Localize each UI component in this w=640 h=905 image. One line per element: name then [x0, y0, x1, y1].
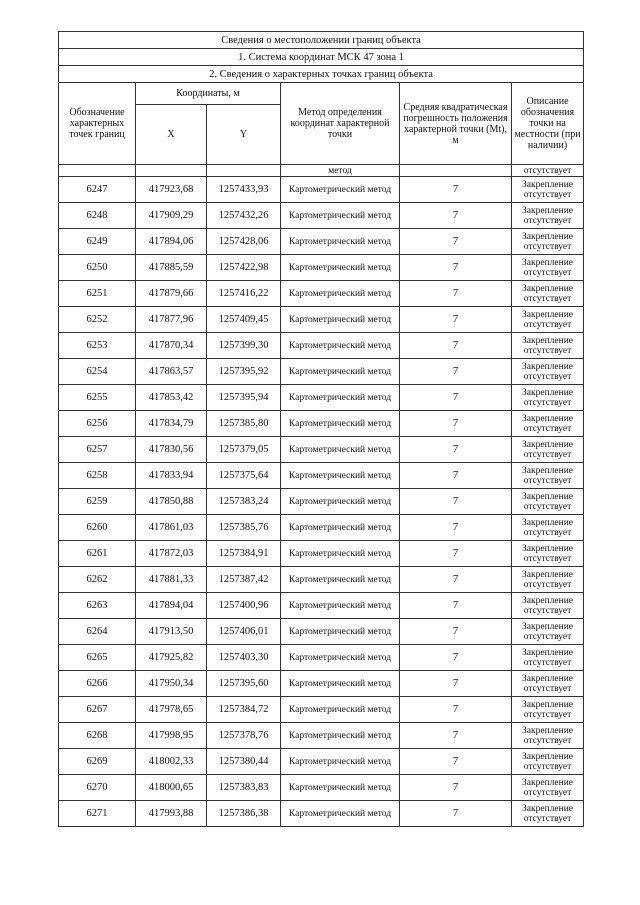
description-cell: Закрепление отсутствует [512, 645, 584, 671]
description-cell: Закрепление отсутствует [512, 203, 584, 229]
table-row [59, 801, 584, 827]
table-row [59, 203, 584, 229]
x-coordinate-cell: 417834,79 [136, 411, 207, 437]
point-id-cell: 6254 [59, 359, 136, 385]
method-cell: Картометрический метод [281, 515, 400, 541]
y-coordinate-cell: 1257403,30 [207, 645, 281, 671]
error-cell: 7 [400, 775, 512, 801]
table-row [59, 749, 584, 775]
table-row [59, 229, 584, 255]
point-id-cell: 6270 [59, 775, 136, 801]
point-id-cell: 6253 [59, 333, 136, 359]
point-id-cell: 6263 [59, 593, 136, 619]
error-cell: 7 [400, 281, 512, 307]
y-coordinate-cell: 1257378,76 [207, 723, 281, 749]
error-cell: 7 [400, 307, 512, 333]
method-cell: Картометрический метод [281, 489, 400, 515]
y-coordinate-cell: 1257416,22 [207, 281, 281, 307]
point-id-cell: 6257 [59, 437, 136, 463]
table-row [59, 671, 584, 697]
method-cell: Картометрический метод [281, 463, 400, 489]
x-coordinate-cell: 417877,96 [136, 307, 207, 333]
description-cell: Закрепление отсутствует [512, 801, 584, 827]
method-cell: Картометрический метод [281, 619, 400, 645]
x-coordinate-cell: 417830,56 [136, 437, 207, 463]
table-row [59, 515, 584, 541]
error-cell: 7 [400, 229, 512, 255]
point-id-cell: 6271 [59, 801, 136, 827]
table-body [59, 177, 584, 827]
point-id-cell: 6259 [59, 489, 136, 515]
y-coordinate-cell: 1257399,30 [207, 333, 281, 359]
method-cell: Картометрический метод [281, 177, 400, 203]
point-id-cell: 6269 [59, 749, 136, 775]
x-coordinate-cell: 417885,59 [136, 255, 207, 281]
method-cell: Картометрический метод [281, 671, 400, 697]
description-cell: Закрепление отсутствует [512, 281, 584, 307]
error-cell: 7 [400, 203, 512, 229]
points-subtitle: 2. Сведения о характерных точках границ объекта [59, 66, 584, 83]
method-cell: Картометрический метод [281, 359, 400, 385]
method-cell: Картометрический метод [281, 723, 400, 749]
description-cell: Закрепление отсутствует [512, 515, 584, 541]
x-coordinate-cell: 417872,03 [136, 541, 207, 567]
error-cell: 7 [400, 671, 512, 697]
description-cell: Закрепление отсутствует [512, 489, 584, 515]
description-cell: Закрепление отсутствует [512, 697, 584, 723]
point-id-cell: 6251 [59, 281, 136, 307]
y-coordinate-cell: 1257406,01 [207, 619, 281, 645]
y-coordinate-cell: 1257384,91 [207, 541, 281, 567]
point-id-cell: 6265 [59, 645, 136, 671]
table-row [59, 359, 584, 385]
error-cell: 7 [400, 437, 512, 463]
table-title: Сведения о местоположении границ объекта [59, 32, 584, 49]
method-cell: Картометрический метод [281, 749, 400, 775]
error-cell: 7 [400, 567, 512, 593]
y-coordinate-cell: 1257383,24 [207, 489, 281, 515]
description-cell: Закрепление отсутствует [512, 411, 584, 437]
point-id-cell: 6249 [59, 229, 136, 255]
y-coordinate-cell: 1257379,05 [207, 437, 281, 463]
table-row [59, 593, 584, 619]
description-cell: Закрепление отсутствует [512, 775, 584, 801]
table-row [59, 619, 584, 645]
point-id-cell: 6260 [59, 515, 136, 541]
header-x: X [136, 105, 207, 165]
y-coordinate-cell: 1257395,94 [207, 385, 281, 411]
error-cell: 7 [400, 359, 512, 385]
table-row [59, 307, 584, 333]
description-cell: Закрепление отсутствует [512, 749, 584, 775]
table-row [59, 775, 584, 801]
y-coordinate-cell: 1257395,92 [207, 359, 281, 385]
point-id-cell: 6248 [59, 203, 136, 229]
error-cell: 7 [400, 593, 512, 619]
x-coordinate-cell: 417879,66 [136, 281, 207, 307]
error-cell: 7 [400, 385, 512, 411]
table-row [59, 723, 584, 749]
boundary-points-table [58, 31, 584, 827]
x-coordinate-cell: 417853,42 [136, 385, 207, 411]
x-coordinate-cell: 417978,65 [136, 697, 207, 723]
continued-cell [136, 165, 207, 177]
error-cell: 7 [400, 463, 512, 489]
y-coordinate-cell: 1257383,83 [207, 775, 281, 801]
method-cell: Картометрический метод [281, 203, 400, 229]
description-cell: Закрепление отсутствует [512, 255, 584, 281]
description-cell: Закрепление отсутствует [512, 385, 584, 411]
x-coordinate-cell: 417863,57 [136, 359, 207, 385]
header-description: Описание обозначения точки на местности (при наличии) [512, 83, 584, 165]
error-cell: 7 [400, 723, 512, 749]
header-coords: Координаты, м [136, 83, 281, 105]
point-id-cell: 6262 [59, 567, 136, 593]
x-coordinate-cell: 418002,33 [136, 749, 207, 775]
table-row [59, 541, 584, 567]
point-id-cell: 6267 [59, 697, 136, 723]
x-coordinate-cell: 417894,06 [136, 229, 207, 255]
description-cell: Закрепление отсутствует [512, 359, 584, 385]
description-cell: Закрепление отсутствует [512, 229, 584, 255]
method-cell: Картометрический метод [281, 255, 400, 281]
method-cell: Картометрический метод [281, 645, 400, 671]
method-cell: Картометрический метод [281, 411, 400, 437]
description-cell: Закрепление отсутствует [512, 463, 584, 489]
y-coordinate-cell: 1257409,45 [207, 307, 281, 333]
point-id-cell: 6255 [59, 385, 136, 411]
table-row [59, 489, 584, 515]
description-cell: Закрепление отсутствует [512, 671, 584, 697]
table-row [59, 281, 584, 307]
y-coordinate-cell: 1257387,42 [207, 567, 281, 593]
error-cell: 7 [400, 489, 512, 515]
table-row [59, 567, 584, 593]
y-coordinate-cell: 1257432,26 [207, 203, 281, 229]
description-cell: Закрепление отсутствует [512, 437, 584, 463]
continued-cell [207, 165, 281, 177]
description-cell: Закрепление отсутствует [512, 307, 584, 333]
header-method: Метод определения координат характерной точки [281, 83, 400, 165]
error-cell: 7 [400, 177, 512, 203]
description-cell: Закрепление отсутствует [512, 619, 584, 645]
y-coordinate-cell: 1257385,80 [207, 411, 281, 437]
y-coordinate-cell: 1257380,44 [207, 749, 281, 775]
point-id-cell: 6261 [59, 541, 136, 567]
method-cell: Картометрический метод [281, 801, 400, 827]
y-coordinate-cell: 1257384,72 [207, 697, 281, 723]
x-coordinate-cell: 417909,29 [136, 203, 207, 229]
point-id-cell: 6268 [59, 723, 136, 749]
header-y: Y [207, 105, 281, 165]
x-coordinate-cell: 417993,88 [136, 801, 207, 827]
error-cell: 7 [400, 255, 512, 281]
point-id-cell: 6258 [59, 463, 136, 489]
y-coordinate-cell: 1257422,98 [207, 255, 281, 281]
x-coordinate-cell: 417881,33 [136, 567, 207, 593]
method-cell: Картометрический метод [281, 437, 400, 463]
header-error: Средняя квадратическая погрешность положения характерной точки (Mt), м [400, 83, 512, 165]
x-coordinate-cell: 417894,04 [136, 593, 207, 619]
y-coordinate-cell: 1257400,96 [207, 593, 281, 619]
description-cell: Закрепление отсутствует [512, 541, 584, 567]
x-coordinate-cell: 417913,50 [136, 619, 207, 645]
error-cell: 7 [400, 515, 512, 541]
x-coordinate-cell: 417833,94 [136, 463, 207, 489]
error-cell: 7 [400, 541, 512, 567]
description-cell: Закрепление отсутствует [512, 593, 584, 619]
description-cell: Закрепление отсутствует [512, 177, 584, 203]
error-cell: 7 [400, 697, 512, 723]
header-point-name: Обозначение характерных точек границ [59, 83, 136, 165]
error-cell: 7 [400, 749, 512, 775]
table-row [59, 411, 584, 437]
y-coordinate-cell: 1257375,64 [207, 463, 281, 489]
point-id-cell: 6266 [59, 671, 136, 697]
method-cell: Картометрический метод [281, 281, 400, 307]
point-id-cell: 6247 [59, 177, 136, 203]
table-row [59, 437, 584, 463]
y-coordinate-cell: 1257385,76 [207, 515, 281, 541]
method-cell: Картометрический метод [281, 775, 400, 801]
continued-description: отсутствует [512, 165, 584, 177]
error-cell: 7 [400, 645, 512, 671]
y-coordinate-cell: 1257395,60 [207, 671, 281, 697]
table-row [59, 697, 584, 723]
continued-cell [400, 165, 512, 177]
y-coordinate-cell: 1257386,38 [207, 801, 281, 827]
table-row [59, 385, 584, 411]
error-cell: 7 [400, 619, 512, 645]
table-row [59, 645, 584, 671]
description-cell: Закрепление отсутствует [512, 333, 584, 359]
x-coordinate-cell: 417950,34 [136, 671, 207, 697]
method-cell: Картометрический метод [281, 593, 400, 619]
x-coordinate-cell: 417923,68 [136, 177, 207, 203]
method-cell: Картометрический метод [281, 385, 400, 411]
error-cell: 7 [400, 333, 512, 359]
table-row [59, 463, 584, 489]
y-coordinate-cell: 1257433,93 [207, 177, 281, 203]
point-id-cell: 6252 [59, 307, 136, 333]
table-row [59, 255, 584, 281]
method-cell: Картометрический метод [281, 697, 400, 723]
x-coordinate-cell: 417870,34 [136, 333, 207, 359]
coordinate-system-subtitle: 1. Система координат МСК 47 зона 1 [59, 49, 584, 66]
y-coordinate-cell: 1257428,06 [207, 229, 281, 255]
x-coordinate-cell: 417925,82 [136, 645, 207, 671]
description-cell: Закрепление отсутствует [512, 567, 584, 593]
method-cell: Картометрический метод [281, 229, 400, 255]
table-row [59, 177, 584, 203]
point-id-cell: 6256 [59, 411, 136, 437]
method-cell: Картометрический метод [281, 541, 400, 567]
method-cell: Картометрический метод [281, 307, 400, 333]
continued-method: метод [281, 165, 400, 177]
error-cell: 7 [400, 801, 512, 827]
error-cell: 7 [400, 411, 512, 437]
x-coordinate-cell: 417850,88 [136, 489, 207, 515]
x-coordinate-cell: 417998,95 [136, 723, 207, 749]
method-cell: Картометрический метод [281, 567, 400, 593]
x-coordinate-cell: 417861,03 [136, 515, 207, 541]
method-cell: Картометрический метод [281, 333, 400, 359]
continued-cell [59, 165, 136, 177]
description-cell: Закрепление отсутствует [512, 723, 584, 749]
table-row [59, 333, 584, 359]
x-coordinate-cell: 418000,65 [136, 775, 207, 801]
point-id-cell: 6264 [59, 619, 136, 645]
point-id-cell: 6250 [59, 255, 136, 281]
